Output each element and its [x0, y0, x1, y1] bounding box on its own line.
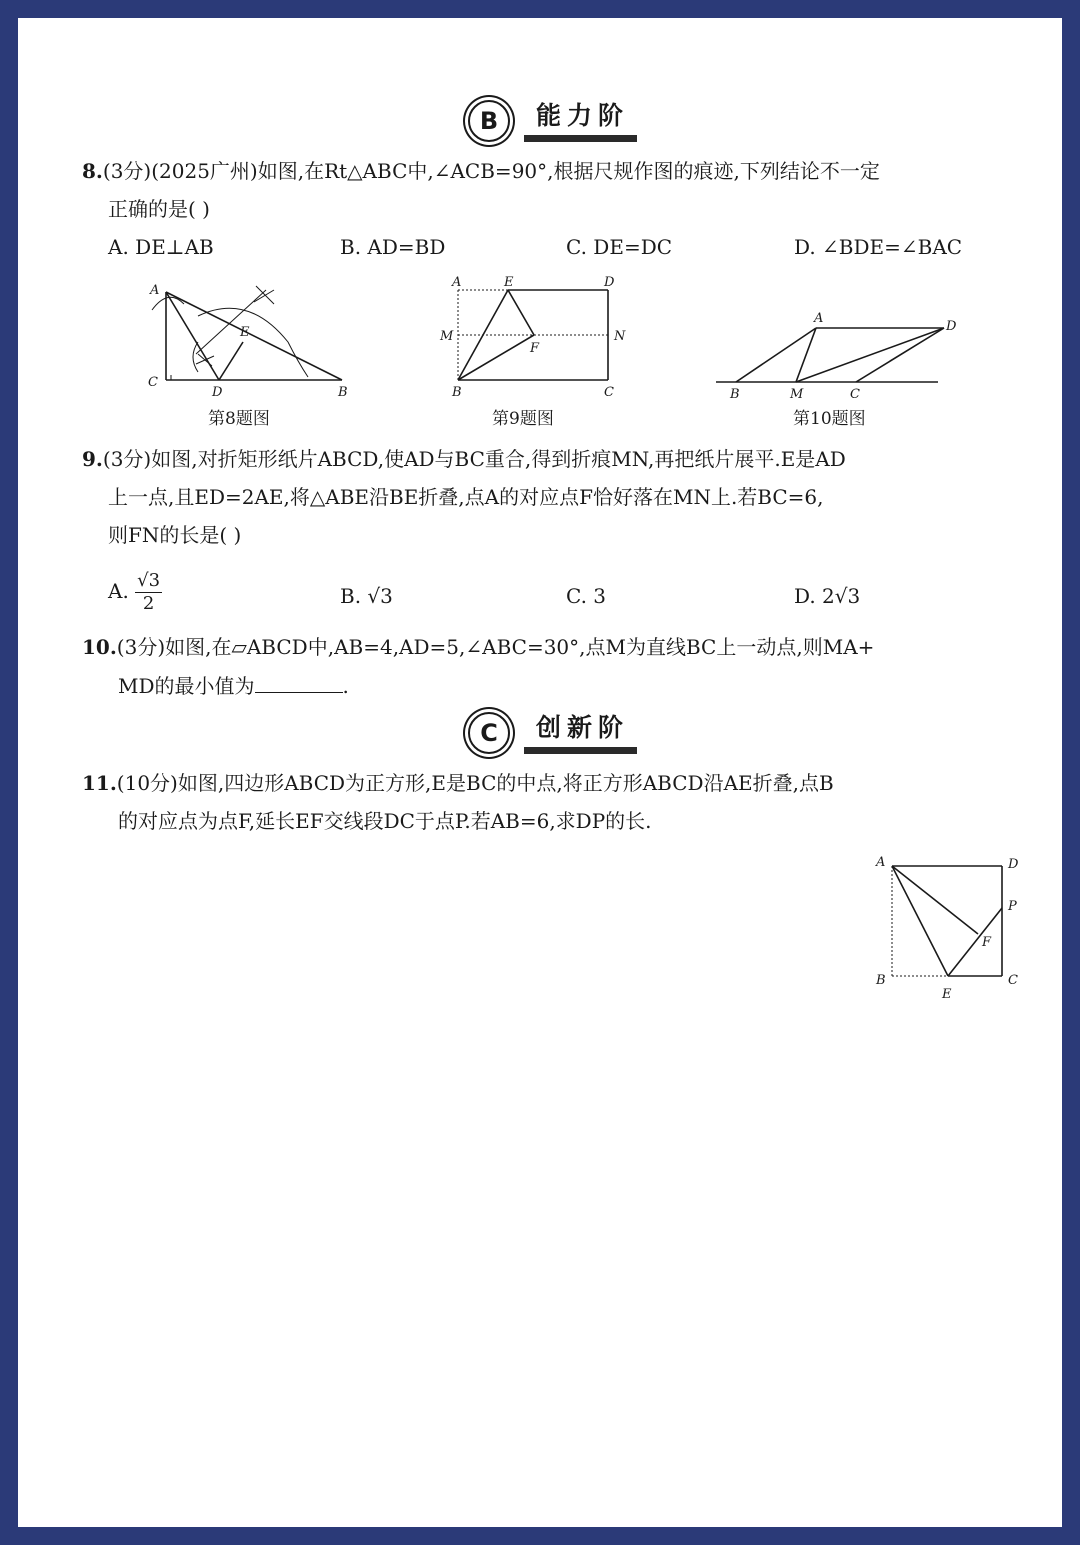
q10-answer-blank[interactable] — [255, 672, 343, 693]
q9-option-a-denominator: 2 — [142, 593, 155, 614]
section-b-badge: B — [468, 100, 510, 142]
section-c-heading — [468, 708, 637, 758]
q10-number: 10. — [82, 635, 117, 659]
q11-number: 11. — [82, 771, 117, 795]
fig11-label-d: D — [1008, 857, 1019, 872]
q11-text-1: (10分)如图,四边形ABCD为正方形,E是BC的中点,将正方形ABCD沿AE折叠,点B — [116, 771, 834, 795]
q9-text-1: (3分)如图,对折矩形纸片ABCD,使AD与BC重合,得到折痕MN,再把纸片展平.E是AD — [102, 447, 846, 471]
q9-line1 — [82, 446, 846, 472]
q8-number: 8. — [82, 159, 103, 183]
q10-line1 — [82, 634, 874, 660]
q9-line2: 上一点,且ED=2AE,将△ABE沿BE折叠,点A的对应点F恰好落在MN上.若BC=6, — [108, 485, 824, 509]
fig9-label-e: E — [504, 275, 514, 290]
q9-number: 9. — [82, 447, 103, 471]
section-c-title: 创新阶 — [524, 713, 637, 754]
fig9-label-m: M — [440, 329, 454, 344]
section-b-title: 能力阶 — [524, 101, 637, 142]
figure-11 — [870, 852, 1030, 1002]
q8-option-b: B. AD=BD — [340, 235, 446, 259]
q9-line3: 则FN的长是( ) — [108, 523, 242, 547]
fig9-label-c: C — [604, 385, 614, 400]
section-c-badge: C — [468, 712, 510, 754]
q9-option-a-numerator: √3 — [137, 570, 161, 591]
q8-line2: 正确的是( ) — [108, 197, 210, 221]
q9-option-a-fraction — [135, 570, 162, 615]
q10-text-3: . — [342, 674, 349, 698]
q9-option-b: B. √3 — [340, 584, 393, 608]
fig9-label-d: D — [604, 275, 615, 290]
worksheet-page — [18, 18, 1062, 1527]
q8-option-a: A. DE⊥AB — [108, 235, 214, 259]
section-b-heading — [468, 96, 637, 146]
fig10-caption: 第10题图 — [793, 409, 866, 429]
q9-option-a — [108, 570, 162, 615]
fig11-label-c: C — [1008, 973, 1018, 988]
fig9-label-f: F — [530, 341, 540, 356]
q8-option-c: C. DE=DC — [566, 235, 673, 259]
fig10-label-d: D — [946, 319, 957, 334]
fig8-label-c: C — [148, 375, 158, 390]
figure-9 — [436, 272, 636, 402]
q9-option-c: C. 3 — [566, 584, 607, 608]
q11-line1 — [82, 770, 834, 796]
fig8-label-d: D — [212, 385, 223, 400]
fig9-label-n: N — [614, 329, 626, 344]
fig11-label-b: B — [876, 973, 886, 988]
fig10-label-b: B — [730, 387, 740, 402]
q11-line2: 的对应点为点F,延长EF交线段DC于点P.若AB=6,求DP的长. — [118, 809, 652, 833]
fig8-caption: 第8题图 — [208, 409, 270, 429]
fig9-label-a: A — [452, 275, 462, 290]
fig11-label-p: P — [1008, 899, 1017, 914]
q10-text-1: (3分)如图,在▱ABCD中,AB=4,AD=5,∠ABC=30°,点M为直线BC上一动点,则MA+ — [116, 635, 875, 659]
fig8-label-e: E — [240, 325, 250, 340]
q8-text-1: (3分)(2025广州)如图,在Rt△ABC中,∠ACB=90°,根据尺规作图的痕迹,下列结论不一定 — [102, 159, 880, 183]
fig8-label-a: A — [150, 283, 160, 298]
q10-line2 — [118, 672, 349, 699]
fig10-label-c: C — [850, 387, 860, 402]
fig9-label-b: B — [452, 385, 462, 400]
q8-option-d: D. ∠BDE=∠BAC — [794, 235, 963, 259]
fig11-label-e: E — [942, 987, 952, 1002]
q9-option-a-prefix: A. — [108, 579, 129, 603]
q10-text-2: MD的最小值为 — [118, 674, 255, 698]
fig11-label-f: F — [982, 935, 992, 950]
figure-10 — [708, 310, 957, 402]
q9-option-d: D. 2√3 — [794, 584, 861, 608]
figure-8 — [138, 272, 358, 402]
fig9-caption: 第9题图 — [492, 409, 554, 429]
fig10-label-m: M — [790, 387, 804, 402]
fig11-label-a: A — [876, 855, 886, 870]
fig10-label-a: A — [814, 311, 824, 326]
fig8-label-b: B — [338, 385, 348, 400]
q8-line1 — [82, 158, 880, 184]
